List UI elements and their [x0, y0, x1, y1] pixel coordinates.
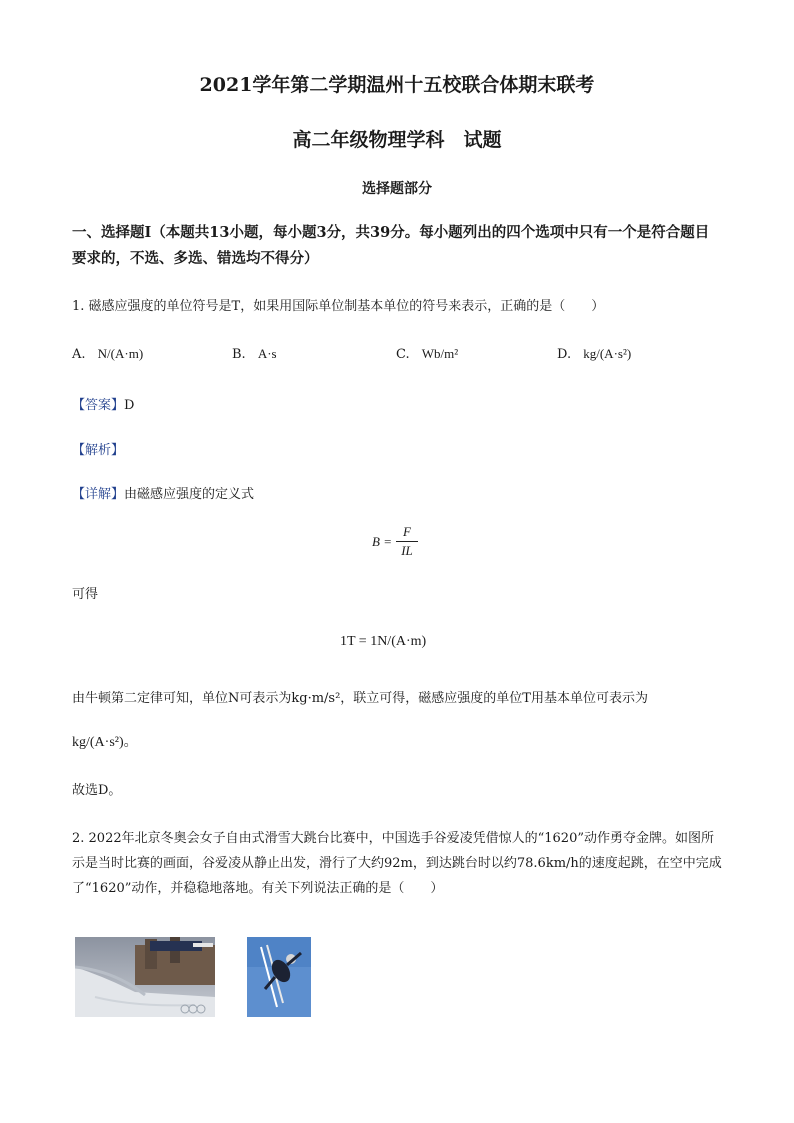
formula-b-definition: [372, 524, 418, 559]
instruction-text: 一、选择题Ⅰ（本题共13小题，每小题3分，共39分。每小题列出的四个选项中只有一个是符合题目要求的，不选、多选、错选均不得分）: [72, 224, 710, 267]
formula-denominator: IL: [401, 543, 413, 558]
formula-numerator: F: [402, 524, 411, 539]
option-b-value: A·s: [257, 346, 277, 361]
analysis-tag: 【解析】: [72, 443, 125, 458]
analysis-line: [72, 440, 124, 462]
option-a: [72, 346, 143, 362]
title-line-2: 高二年级物理学科 试题: [292, 129, 502, 151]
title-line-1: 2021学年第二学期温州十五校联合体期末联考: [199, 74, 595, 96]
formula-tesla: 1T = 1N/(A·m): [340, 634, 427, 649]
option-b: [232, 346, 277, 362]
detail-text: 由磁感应强度的定义式: [124, 487, 255, 502]
conclusion-text: 故选D。: [72, 783, 122, 798]
formula-fraction: [396, 524, 418, 559]
final-unit: kg/(A·s²)。: [72, 735, 138, 750]
skier-photo: [247, 937, 311, 1017]
option-d-letter: D.: [557, 347, 572, 362]
formula-lhs: B =: [372, 533, 392, 549]
q1-stem: 1. 磁感应强度的单位符号是T，如果用国际单位制基本单位的符号来表示，正确的是（ ）: [72, 299, 605, 314]
detail-line: [72, 484, 254, 506]
answer-line: [72, 395, 134, 417]
detail-tag: 【详解】: [72, 487, 125, 502]
option-b-letter: B.: [232, 347, 246, 362]
answer-value: D: [124, 398, 135, 413]
option-c: [396, 346, 458, 362]
option-a-letter: A.: [72, 347, 86, 362]
option-d-value: kg/(A·s²): [583, 346, 632, 361]
option-a-value: N/(A·m): [97, 346, 144, 361]
section-heading: 选择题部分: [362, 181, 432, 197]
answer-tag: 【答案】: [72, 398, 125, 413]
option-c-letter: C.: [396, 347, 410, 362]
kede-text: 可得: [72, 587, 99, 602]
option-c-value: Wb/m²: [421, 346, 459, 361]
newton-text: 由牛顿第二定律可知，单位N可表示为kg·m/s²，联立可得，磁感应强度的单位T用基本单位可表示为: [72, 691, 648, 706]
ski-venue-photo: [75, 937, 215, 1017]
option-d: [557, 346, 631, 362]
fraction-bar: [396, 541, 418, 542]
q2-stem: 2. 2022年北京冬奥会女子自由式滑雪大跳台比赛中，中国选手谷爱凌凭借惊人的“1620”动作勇夺金牌。如图所示是当时比赛的画面，谷爱凌从静止出发，滑行了大约92m，到达跳台时以约78.6km/h的速度起跳，在空中完成了“1620”动作，并稳稳地落地。有关下列说法正确的是（ ）: [72, 831, 722, 896]
